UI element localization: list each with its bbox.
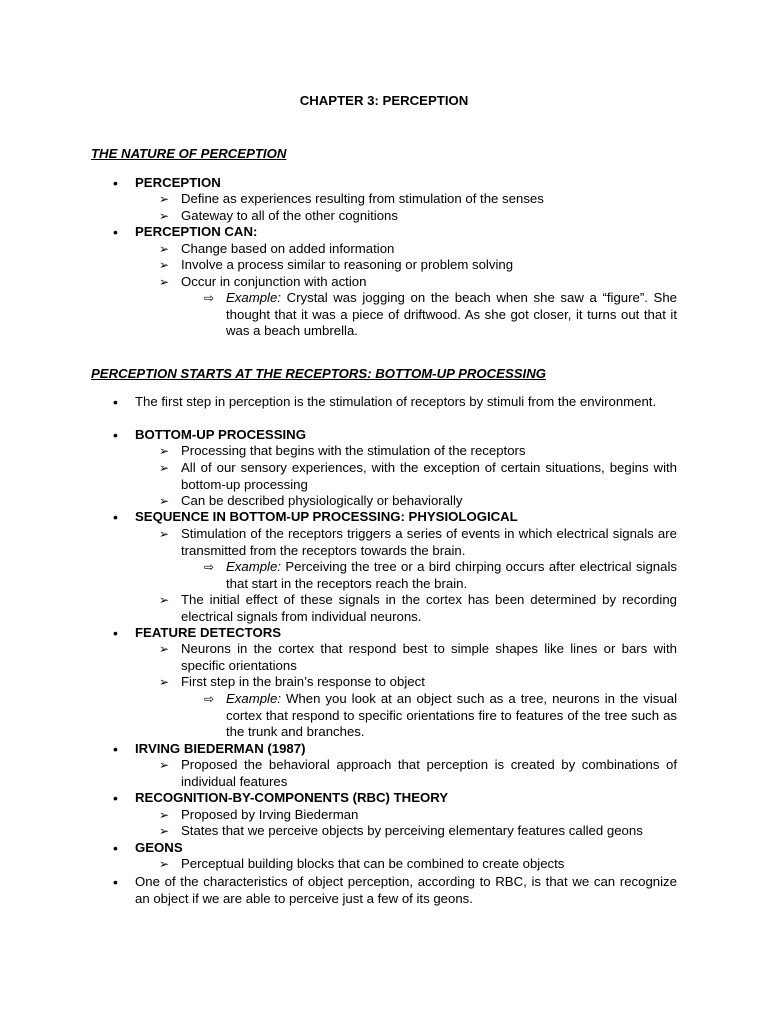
arrow-bullet-icon: ➢ [159, 857, 170, 871]
example-text: Crystal was jogging on the beach when she saw a “figure”. She thought that it was a piece of driftwood. As she got closer, it turns out that it was a beach umbrella. [226, 290, 677, 338]
bullet-dot-icon: • [113, 427, 118, 443]
arrow-bullet-icon: ➢ [159, 494, 170, 508]
example-label: Example: [226, 559, 281, 574]
bullet-dot-icon: • [113, 790, 118, 806]
bullet-first-step: The first step in perception is the stimulation of receptors by stimuli from the environment. [135, 394, 657, 409]
bullet-rbc-theory: RECOGNITION-BY-COMPONENTS (RBC) THEORY [135, 790, 449, 805]
sub-bullet: All of our sensory experiences, with the exception of certain situations, begins with bottom-up processing [181, 460, 677, 492]
arrow-bullet-icon: ➢ [159, 593, 170, 607]
bullet-dot-icon: • [113, 175, 118, 191]
arrow-bullet-icon: ➢ [159, 209, 170, 223]
sub-bullet: Proposed the behavioral approach that perception is created by combinations of individual features [181, 757, 677, 789]
section-heading-bottom-up: PERCEPTION STARTS AT THE RECEPTORS: BOTTOM-UP PROCESSING [91, 366, 547, 381]
outline-arrow-icon: ⇨ [204, 692, 215, 706]
sub-bullet: Involve a process similar to reasoning or problem solving [181, 257, 514, 272]
bullet-dot-icon: • [113, 874, 118, 890]
sub-bullet: Perceptual building blocks that can be combined to create objects [181, 856, 565, 871]
bullet-dot-icon: • [113, 224, 118, 240]
bullet-dot-icon: • [113, 625, 118, 641]
sub-bullet: Processing that begins with the stimulation of the receptors [181, 443, 526, 458]
example-text: When you look at an object such as a tree, neurons in the visual cortex that respond to specific orientations fire to features of the tree such as the trunk and branches. [226, 691, 677, 739]
sub-bullet: Change based on added information [181, 241, 395, 256]
outline-arrow-icon: ⇨ [204, 291, 215, 305]
sub-bullet: Gateway to all of the other cognitions [181, 208, 398, 223]
bullet-rbc-characteristic: One of the characteristics of object perception, according to RBC, is that we can recognize an object if we are able to perceive just a few of its geons. [135, 874, 677, 906]
arrow-bullet-icon: ➢ [159, 527, 170, 541]
bullet-perception-can: PERCEPTION CAN: [135, 224, 258, 239]
sub-bullet: Proposed by Irving Biederman [181, 807, 359, 822]
bullet-sequence: SEQUENCE IN BOTTOM-UP PROCESSING: PHYSIOLOGICAL [135, 509, 518, 524]
sub-bullet: States that we perceive objects by perceiving elementary features called geons [181, 823, 643, 838]
arrow-bullet-icon: ➢ [159, 758, 170, 772]
sub-bullet: First step in the brain’s response to object [181, 674, 425, 689]
example-text: Perceiving the tree or a bird chirping occurs after electrical signals that start in the receptors reach the brain. [226, 559, 677, 591]
bullet-biederman: IRVING BIEDERMAN (1987) [135, 741, 306, 756]
bullet-bottom-up: BOTTOM-UP PROCESSING [135, 427, 306, 442]
sub-bullet: Stimulation of the receptors triggers a series of events in which electrical signals are transmitted from the receptors towards the brain. [181, 526, 677, 558]
arrow-bullet-icon: ➢ [159, 192, 170, 206]
example-paragraph [226, 691, 677, 741]
page-title: CHAPTER 3: PERCEPTION [299, 93, 469, 108]
arrow-bullet-icon: ➢ [159, 275, 170, 289]
bullet-dot-icon: • [113, 509, 118, 525]
arrow-bullet-icon: ➢ [159, 642, 170, 656]
section-heading-nature: THE NATURE OF PERCEPTION [91, 146, 287, 161]
bullet-geons: GEONS [135, 840, 183, 855]
bullet-perception: PERCEPTION [135, 175, 221, 190]
bullet-dot-icon: • [113, 840, 118, 856]
example-paragraph [226, 559, 677, 592]
sub-bullet: Neurons in the cortex that respond best to simple shapes like lines or bars with specific orientations [181, 641, 677, 673]
example-paragraph [226, 290, 677, 340]
sub-bullet: Can be described physiologically or behaviorally [181, 493, 463, 508]
bullet-feature-detectors: FEATURE DETECTORS [135, 625, 282, 640]
arrow-bullet-icon: ➢ [159, 242, 170, 256]
arrow-bullet-icon: ➢ [159, 444, 170, 458]
arrow-bullet-icon: ➢ [159, 258, 170, 272]
outline-arrow-icon: ⇨ [204, 560, 215, 574]
example-label: Example: [226, 691, 281, 706]
sub-bullet: Define as experiences resulting from stimulation of the senses [181, 191, 544, 206]
example-label: Example: [226, 290, 281, 305]
bullet-dot-icon: • [113, 741, 118, 757]
sub-bullet: Occur in conjunction with action [181, 274, 367, 289]
arrow-bullet-icon: ➢ [159, 675, 170, 689]
bullet-dot-icon: • [113, 394, 118, 410]
sub-bullet: The initial effect of these signals in the cortex has been determined by recording electrical signals from individual neurons. [181, 592, 677, 624]
arrow-bullet-icon: ➢ [159, 461, 170, 475]
arrow-bullet-icon: ➢ [159, 824, 170, 838]
arrow-bullet-icon: ➢ [159, 808, 170, 822]
